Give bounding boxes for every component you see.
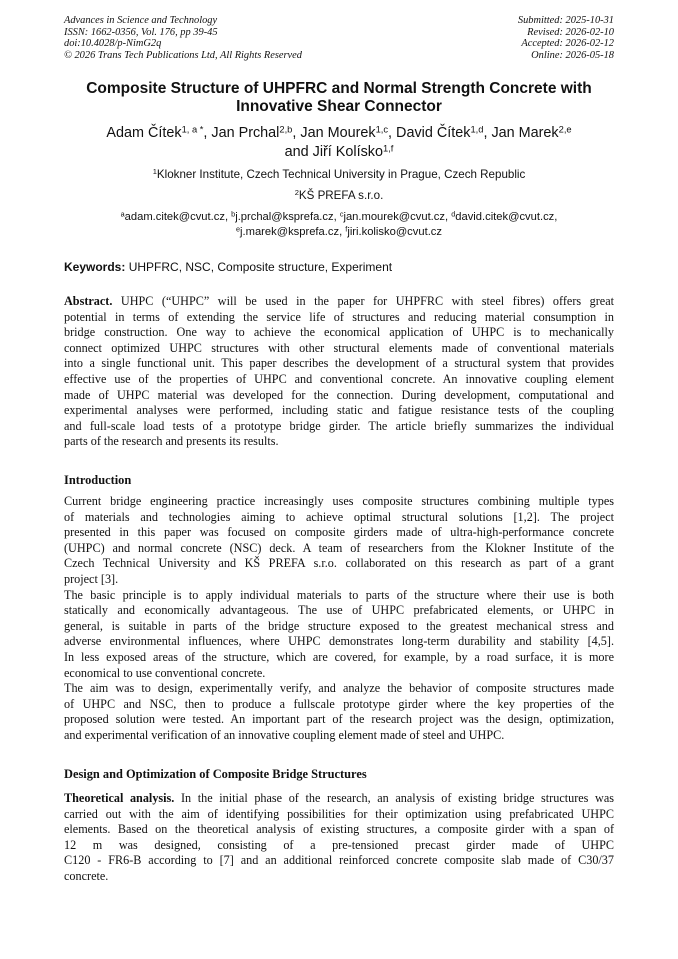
paragraph-line [64, 294, 614, 310]
paragraph-line: proposed solution were tested. An important part of the research project was the design, optimization, [64, 712, 614, 727]
title-line-1: Composite Structure of UHPFRC and Normal Strength Concrete with [86, 80, 592, 97]
date-submitted: Submitted: 2025-10-31 [517, 15, 614, 26]
email-sup: e [236, 224, 241, 234]
emails-line-2: $^e$j.marek@ksprefa.cz, $^f$jiri.kolisko@cvut.cz [236, 224, 442, 238]
affiliation-text: Klokner Institute, Czech Technical University in Prague, Czech Republic [156, 168, 526, 181]
author-name: Adam Čítek [106, 125, 182, 141]
section-heading-design: Design and Optimization of Composite Bridge Structures [64, 767, 367, 781]
paragraph-line: presented in this paper was focused on composite girders made of ultra-high-performance concrete [64, 525, 614, 540]
paragraph-line: carried out with the aim of identifying possibilities for their optimization using prefabricated UHPC [64, 806, 614, 821]
paragraph-line: adverse environmental influences, where UHPC demonstrates long-term durability and stability [4,5]. [64, 634, 614, 649]
paragraph-line: 12 m was designed, consisting of a pre-tensioned precast girder made of UHPC [64, 837, 614, 852]
dates-header [518, 15, 614, 61]
paragraph-line: The aim was to design, experimentally verify, and analyze the behavior of composite structures made [64, 681, 614, 696]
date-revised: Revised: 2026-02-10 [527, 26, 614, 38]
email-link[interactable]: david.citek@cvut.cz [455, 211, 555, 223]
design-body [64, 791, 614, 885]
keywords-label: Keywords: [64, 260, 126, 274]
paragraph-line: experimental analyses were performed, including static and fatigue resistance tests of the coupling [64, 403, 614, 418]
affiliation-2 [40, 189, 638, 203]
author-list [40, 124, 638, 162]
email-link[interactable]: j.marek@ksprefa.cz [240, 226, 340, 238]
abstract [64, 294, 614, 450]
author-name: Jan Prchal [211, 125, 280, 141]
affiliation-text: KŠ PREFA s.r.o. [298, 189, 384, 202]
paragraph-line: statically and economically advantageous. The use of UHPC prefabricated elements, or UHPC in [64, 603, 614, 618]
author-affiliation-sup: 1,f [383, 143, 394, 154]
email-sup: a [120, 209, 125, 219]
authors-line-1: Adam Čítek$^{1, a *}$, Jan Prchal$^{2,b}$, Jan Mourek$^{1,c}$, David Čítek$^{1,d}$, Jan Marek$^{2,e}$ [106, 124, 572, 141]
journal-name: Advances in Science and Technology [64, 15, 218, 26]
line-text: In the initial phase of the research, an analysis of existing bridge structures was [180, 791, 615, 805]
journal-copyright: © 2026 Trans Tech Publications Ltd, All Rights Reserved [64, 49, 302, 61]
paragraph-line: The basic principle is to apply individual materials to parts of the structure where their use is both [64, 587, 614, 602]
date-online: Online: 2026-05-18 [531, 49, 614, 61]
emails-line-1: $^a$adam.citek@cvut.cz, $^b$j.prchal@ksprefa.cz, $^c$jan.mourek@cvut.cz, $^d$david.citek@cvut.cz, [120, 209, 558, 223]
author-affiliation-sup: 2,b [279, 124, 293, 135]
paragraph-line: economical to use conventional concrete. [64, 665, 266, 680]
author-affiliation-sup: 1, a * [181, 124, 204, 135]
keywords-text: UHPFRC, NSC, Composite structure, Experiment [128, 260, 393, 274]
author-affiliation-sup: 2,e [558, 124, 572, 135]
author-name: Jiří Kolísko [312, 144, 383, 160]
email-link[interactable]: jan.mourek@cvut.cz [343, 211, 445, 223]
email-link[interactable]: adam.citek@cvut.cz [124, 211, 225, 223]
title-line-2: Innovative Shear Connector [236, 98, 442, 115]
subsection-label: Theoretical analysis. [64, 791, 175, 805]
journal-header [64, 15, 302, 61]
section-heading-introduction: Introduction [64, 473, 132, 487]
paragraph-line: into a single functional unit. This paper describes the development of a structural system that provides [64, 356, 614, 371]
author-name: Jan Mourek [300, 125, 376, 141]
journal-doi: doi:10.4028/p-NimG2q [64, 38, 162, 50]
author-emails [40, 210, 638, 240]
paragraph-line: effective use of the properties of UHPC and conventional concrete. An innovative coupling element [64, 371, 614, 386]
email-link[interactable]: j.prchal@ksprefa.cz [235, 211, 334, 223]
author-name: Jan Marek [491, 125, 559, 141]
author-name: David Čítek [396, 125, 471, 141]
paragraph-line: and experimental verification of an innovative coupling element made of steel and UHPC. [64, 727, 505, 742]
paragraph-line: Current bridge engineering practice increasingly uses composite structures combining multiple types [64, 494, 614, 508]
paragraph-line: In less exposed areas of the structure, which are covered, for example, by a road surface, it is more [64, 649, 614, 664]
paragraph-line: project [3]. [64, 571, 119, 586]
author-affiliation-sup: 1,c [375, 124, 389, 135]
affiliation-sup: 1 [152, 167, 157, 177]
email-sup: f [345, 224, 348, 234]
journal-issn: ISSN: 1662-0356, Vol. 176, pp 39-45 [64, 26, 218, 38]
paragraph-line: (UHPC) and normal concrete (NSC) deck. A team of researchers from the Klokner Institute of the [64, 540, 614, 555]
affiliation-1 [40, 168, 638, 182]
paragraph-line: and full-scale load tests of a prototype bridge girder. The article briefly summarizes the individual [64, 418, 614, 433]
paragraph-line: Czech Technical University and KŠ PREFA s.r.o. collaborated on this research as part of a grant [64, 556, 614, 571]
author-affiliation-sup: 1,d [470, 124, 484, 135]
authors-line-2 [40, 143, 638, 162]
paragraph-line: of materials and technologies aiming to achieve optimal structural solutions [1,2]. The project [64, 509, 614, 524]
paragraph-line: connect optimized UHPC structures with other structural elements made of conventional materials [64, 340, 614, 355]
author-connector: and [284, 144, 309, 160]
affiliation-sup: 2 [294, 188, 299, 198]
email-sup: b [231, 209, 236, 219]
paragraph-line: general, is suitable in parts of the bridge structure exposed to the greatest mechanical stress and [64, 618, 614, 633]
paragraph-line: elements. Based on the theoretical analysis of existing structures, a composite girder with a span of [64, 822, 614, 837]
date-accepted: Accepted: 2026-02-12 [521, 38, 614, 50]
paragraph-line: C120 - FR6-B according to [7] and an additional reinforced concrete composite slab made of C30/37 [64, 853, 614, 868]
paragraph-line: concrete. [64, 868, 109, 883]
paragraph-line [64, 791, 614, 807]
paragraph-line: bridge construction. One way to achieve the economical application of UHPC is to mechanically [64, 325, 614, 340]
email-sup: d [451, 209, 456, 219]
paragraph-line: potential in terms of extending the service life of structures and reducing material consumption in [64, 309, 614, 324]
keywords [64, 260, 392, 274]
introduction-body [64, 494, 614, 744]
paragraph-line: of UHPC and NSC, then to produce a fullscale prototype girder where the key properties of the [64, 696, 614, 711]
paragraph-line: made of UHPC material was developed for the connection. During development, computational and [64, 387, 614, 402]
paragraph-line: parts of the research and presents its results. [64, 434, 279, 449]
paper-title [40, 80, 638, 116]
email-link[interactable]: jiri.kolisko@cvut.cz [347, 226, 442, 238]
line-text: UHPC (“UHPC” will be used in the paper for UHPFRC with steel fibres) offers great [120, 294, 614, 308]
email-sup: c [339, 209, 344, 219]
abstract-label: Abstract. [64, 294, 113, 308]
